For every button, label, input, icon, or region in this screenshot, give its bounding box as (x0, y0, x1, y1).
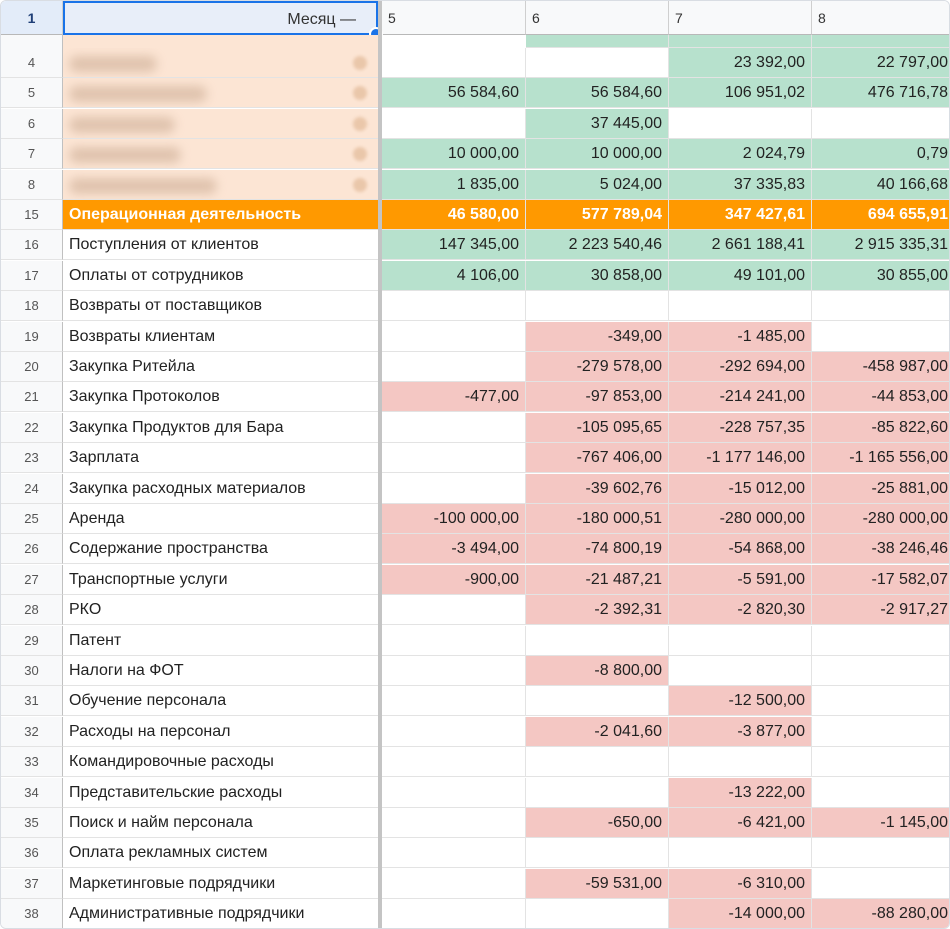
value-cell[interactable] (526, 899, 669, 929)
row-label: Зарплата (69, 449, 140, 467)
value-cell[interactable]: 22 797,00 (812, 48, 950, 78)
value-cell[interactable]: 5 024,00 (526, 170, 669, 200)
row-number[interactable]: 38 (1, 899, 63, 929)
row-number[interactable]: 34 (1, 778, 63, 808)
value-cell[interactable] (382, 838, 526, 868)
value-cell[interactable] (526, 778, 669, 808)
value-cell[interactable] (526, 626, 669, 656)
row-number[interactable]: 26 (1, 534, 63, 564)
row-number-header[interactable]: 1 (1, 1, 63, 35)
value-cell[interactable]: 694 655,91 (812, 200, 950, 230)
redacted-label (69, 117, 175, 133)
value-cell[interactable]: 30 855,00 (812, 261, 950, 291)
row-number[interactable]: 21 (1, 382, 63, 412)
redacted-label (69, 86, 207, 102)
row-label-cell[interactable] (63, 717, 379, 747)
value-cell (669, 35, 812, 48)
row-number[interactable]: 33 (1, 747, 63, 777)
value-cell[interactable]: -1 145,00 (812, 808, 950, 838)
value-cell[interactable]: -59 531,00 (526, 869, 669, 899)
row-label-cell[interactable] (63, 78, 379, 108)
value-cell[interactable]: -25 881,00 (812, 474, 950, 504)
row-number[interactable]: 19 (1, 322, 63, 352)
value-cell[interactable]: -180 000,51 (526, 504, 669, 534)
row-number[interactable]: 8 (1, 170, 63, 200)
row-label-cell[interactable] (63, 200, 379, 230)
value-cell[interactable] (382, 778, 526, 808)
row-label-cell[interactable] (63, 413, 379, 443)
value-cell[interactable]: 2 661 188,41 (669, 230, 812, 260)
row-label-cell[interactable] (63, 808, 379, 838)
row-number[interactable]: 28 (1, 595, 63, 625)
value-cell[interactable]: -458 987,00 (812, 352, 950, 382)
table-row (1, 200, 950, 231)
row-number[interactable]: 17 (1, 261, 63, 291)
row-label-cell[interactable] (63, 322, 379, 352)
value-cell[interactable] (526, 838, 669, 868)
row-label-cell[interactable] (63, 109, 379, 139)
row-label: Возвраты клиентам (69, 327, 216, 345)
row-label: Оплаты от сотрудников (69, 266, 244, 284)
value-cell[interactable]: 476 716,78 (812, 78, 950, 108)
value-cell[interactable]: -767 406,00 (526, 443, 669, 473)
value-cell[interactable]: -85 822,60 (812, 413, 950, 443)
value-cell[interactable]: 56 584,60 (526, 78, 669, 108)
row-label-cell[interactable] (63, 656, 379, 686)
row-label: РКО (69, 601, 102, 619)
table-row (1, 48, 950, 79)
value-cell[interactable] (526, 686, 669, 716)
value-cell[interactable] (382, 656, 526, 686)
row-number[interactable]: 25 (1, 504, 63, 534)
header-row (1, 1, 950, 35)
value-cell[interactable]: -54 868,00 (669, 534, 812, 564)
row-number[interactable]: 29 (1, 626, 63, 656)
value-cell[interactable] (382, 474, 526, 504)
value-cell[interactable]: -12 500,00 (669, 686, 812, 716)
row-number[interactable]: 18 (1, 291, 63, 321)
row-label-cell[interactable] (63, 382, 379, 412)
value-cell[interactable]: -17 582,07 (812, 565, 950, 595)
table-row (1, 322, 950, 353)
row-number[interactable]: 36 (1, 838, 63, 868)
redacted-icon (353, 147, 367, 161)
table-row (1, 139, 950, 170)
value-cell[interactable] (812, 717, 950, 747)
value-cell[interactable]: 37 445,00 (526, 109, 669, 139)
row-label-cell[interactable] (63, 869, 379, 899)
value-cell[interactable]: -15 012,00 (669, 474, 812, 504)
value-cell[interactable] (382, 48, 526, 78)
column-header-8[interactable]: 8 (812, 1, 950, 35)
table-row (1, 230, 950, 261)
value-cell[interactable] (382, 109, 526, 139)
row-label-cell[interactable] (63, 170, 379, 200)
value-cell[interactable]: 347 427,61 (669, 200, 812, 230)
row-label: Командировочные расходы (69, 753, 274, 771)
value-cell[interactable]: -38 246,46 (812, 534, 950, 564)
table-row (1, 565, 950, 596)
row-label-cell[interactable] (63, 534, 379, 564)
value-cell[interactable] (526, 48, 669, 78)
table-row (1, 656, 950, 687)
value-cell[interactable]: -14 000,00 (669, 899, 812, 929)
value-cell[interactable]: 40 166,68 (812, 170, 950, 200)
row-number[interactable]: 16 (1, 230, 63, 260)
table-row (1, 170, 950, 201)
redacted-label (69, 147, 181, 163)
value-cell[interactable]: -2 917,27 (812, 595, 950, 625)
row-label: Аренда (69, 510, 125, 527)
value-cell[interactable] (812, 656, 950, 686)
table-row (1, 808, 950, 839)
redacted-icon (353, 178, 367, 192)
value-cell[interactable] (812, 626, 950, 656)
row-number[interactable]: 23 (1, 443, 63, 473)
row-label-cell[interactable] (63, 443, 379, 473)
row-label (63, 35, 379, 48)
value-cell[interactable]: -1 165 556,00 (812, 443, 950, 473)
value-cell[interactable] (382, 686, 526, 716)
partially-hidden-row (1, 35, 950, 48)
row-label: Оплата рекламных систем (69, 844, 268, 862)
value-cell[interactable]: -1 177 146,00 (669, 443, 812, 473)
redacted-icon (353, 117, 367, 131)
value-cell[interactable]: -8 800,00 (526, 656, 669, 686)
row-label-cell[interactable] (63, 838, 379, 868)
value-cell[interactable] (382, 808, 526, 838)
value-cell[interactable]: 23 392,00 (669, 48, 812, 78)
row-label-cell[interactable] (63, 230, 379, 260)
row-number[interactable]: 4 (1, 48, 63, 78)
row-number[interactable]: 24 (1, 474, 63, 504)
value-cell[interactable] (382, 595, 526, 625)
value-cell[interactable]: -228 757,35 (669, 413, 812, 443)
value-cell[interactable]: -3 494,00 (382, 534, 526, 564)
value-cell[interactable]: -292 694,00 (669, 352, 812, 382)
value-cell[interactable] (669, 747, 812, 777)
value-cell[interactable] (526, 291, 669, 321)
value-cell[interactable]: -6 310,00 (669, 869, 812, 899)
redacted-label (69, 56, 157, 72)
row-label: Закупка Ритейла (69, 358, 195, 375)
value-cell[interactable] (669, 109, 812, 139)
value-cell[interactable]: -39 602,76 (526, 474, 669, 504)
table-row (1, 78, 950, 109)
table-row (1, 747, 950, 778)
value-cell[interactable]: -280 000,00 (812, 504, 950, 534)
value-cell[interactable]: 46 580,00 (382, 200, 526, 230)
value-cell[interactable]: -74 800,19 (526, 534, 669, 564)
value-cell[interactable]: -5 591,00 (669, 565, 812, 595)
value-cell[interactable]: -105 095,65 (526, 413, 669, 443)
row-label: Операционная деятельность (69, 206, 302, 223)
row-label-cell[interactable] (63, 747, 379, 777)
row-label-cell[interactable] (63, 48, 379, 78)
value-cell[interactable]: 49 101,00 (669, 261, 812, 291)
frozen-column-divider[interactable] (378, 1, 382, 929)
row-label-cell[interactable] (63, 352, 379, 382)
value-cell[interactable]: -2 820,30 (669, 595, 812, 625)
value-cell[interactable] (812, 686, 950, 716)
value-cell[interactable] (382, 717, 526, 747)
row-label-cell[interactable] (63, 595, 379, 625)
row-label-cell[interactable] (63, 291, 379, 321)
value-cell[interactable]: 4 106,00 (382, 261, 526, 291)
value-cell[interactable]: 2 915 335,31 (812, 230, 950, 260)
value-cell[interactable]: 10 000,00 (526, 139, 669, 169)
value-cell[interactable] (382, 899, 526, 929)
row-number[interactable]: 22 (1, 413, 63, 443)
table-row (1, 504, 950, 535)
value-cell[interactable]: -279 578,00 (526, 352, 669, 382)
row-number[interactable]: 30 (1, 656, 63, 686)
table-row (1, 869, 950, 900)
row-label: Расходы на персонал (69, 722, 231, 740)
row-label: Представительские расходы (69, 783, 283, 801)
redacted-icon (353, 56, 367, 70)
value-cell[interactable]: -100 000,00 (382, 504, 526, 534)
value-cell[interactable]: -280 000,00 (669, 504, 812, 534)
value-cell[interactable] (382, 869, 526, 899)
row-label: Закупка расходных материалов (69, 479, 306, 497)
table-row (1, 443, 950, 474)
value-cell[interactable]: 106 951,02 (669, 78, 812, 108)
table-row (1, 717, 950, 748)
row-label-cell[interactable] (63, 686, 379, 716)
value-cell[interactable]: -477,00 (382, 382, 526, 412)
table-row (1, 413, 950, 444)
row-label: Патент (69, 631, 122, 649)
row-label-cell[interactable] (63, 899, 379, 929)
row-label-cell[interactable] (63, 565, 379, 595)
row-label: Закупка Протоколов (69, 388, 220, 406)
row-number[interactable]: 35 (1, 808, 63, 838)
value-cell[interactable] (669, 656, 812, 686)
value-cell[interactable]: 30 858,00 (526, 261, 669, 291)
row-label: Маркетинговые подрядчики (69, 874, 276, 892)
value-cell[interactable]: -3 877,00 (669, 717, 812, 747)
value-cell[interactable]: 147 345,00 (382, 230, 526, 260)
column-header-6[interactable]: 6 (526, 1, 669, 35)
table-row (1, 109, 950, 140)
table-row (1, 686, 950, 717)
table-row (1, 382, 950, 413)
value-cell[interactable] (669, 291, 812, 321)
value-cell[interactable]: -2 041,60 (526, 717, 669, 747)
row-label: Поиск и найм персонала (69, 814, 253, 831)
value-cell[interactable]: -650,00 (526, 808, 669, 838)
value-cell[interactable]: -6 421,00 (669, 808, 812, 838)
value-cell[interactable] (382, 291, 526, 321)
row-number[interactable]: 32 (1, 717, 63, 747)
table-row (1, 291, 950, 322)
value-cell[interactable]: -21 487,21 (526, 565, 669, 595)
row-label: Транспортные услуги (69, 570, 228, 588)
value-cell[interactable]: -44 853,00 (812, 382, 950, 412)
value-cell[interactable] (382, 352, 526, 382)
value-cell[interactable] (382, 747, 526, 777)
table-row (1, 626, 950, 657)
row-label-cell[interactable] (63, 474, 379, 504)
column-header-7[interactable]: 7 (669, 1, 812, 35)
value-cell (812, 35, 950, 48)
value-cell[interactable] (812, 838, 950, 868)
table-row (1, 352, 950, 383)
value-cell[interactable] (382, 626, 526, 656)
value-cell[interactable]: 56 584,60 (382, 78, 526, 108)
value-cell[interactable]: -88 280,00 (812, 899, 950, 929)
value-cell[interactable] (812, 869, 950, 899)
row-number[interactable]: 37 (1, 869, 63, 899)
row-number[interactable]: 31 (1, 686, 63, 716)
table-row (1, 899, 950, 929)
table-row (1, 474, 950, 505)
value-cell[interactable]: 0,79 (812, 139, 950, 169)
month-header-cell[interactable]: Месяц — (63, 1, 378, 35)
row-label-cell[interactable] (63, 626, 379, 656)
table-row (1, 778, 950, 809)
value-cell[interactable]: 37 335,83 (669, 170, 812, 200)
value-cell[interactable] (812, 322, 950, 352)
value-cell[interactable] (812, 747, 950, 777)
column-header-5[interactable]: 5 (382, 1, 526, 35)
row-label-cell[interactable] (63, 778, 379, 808)
value-cell[interactable] (669, 838, 812, 868)
value-cell[interactable]: -2 392,31 (526, 595, 669, 625)
redacted-label (69, 178, 217, 194)
value-cell[interactable]: -13 222,00 (669, 778, 812, 808)
value-cell[interactable] (812, 778, 950, 808)
value-cell[interactable] (669, 626, 812, 656)
row-label: Обучение персонала (69, 692, 227, 710)
value-cell[interactable] (526, 747, 669, 777)
value-cell[interactable]: 10 000,00 (382, 139, 526, 169)
row-label: Содержание пространства (69, 540, 268, 558)
row-label: Административные подрядчики (69, 905, 305, 923)
value-cell[interactable]: 577 789,04 (526, 200, 669, 230)
row-label: Закупка Продуктов для Бара (69, 418, 284, 436)
redacted-icon (353, 86, 367, 100)
value-cell[interactable]: -97 853,00 (526, 382, 669, 412)
value-cell[interactable] (812, 291, 950, 321)
value-cell[interactable]: 1 835,00 (382, 170, 526, 200)
value-cell[interactable] (812, 109, 950, 139)
value-cell[interactable] (382, 322, 526, 352)
row-number (1, 35, 63, 48)
row-label: Возвраты от поставщиков (69, 297, 263, 315)
value-cell[interactable]: -1 485,00 (669, 322, 812, 352)
value-cell[interactable]: -214 241,00 (669, 382, 812, 412)
table-row (1, 534, 950, 565)
value-cell[interactable]: 2 223 540,46 (526, 230, 669, 260)
table-row (1, 595, 950, 626)
row-number[interactable]: 5 (1, 78, 63, 108)
row-label: Налоги на ФОТ (69, 662, 184, 679)
row-number[interactable]: 15 (1, 200, 63, 230)
table-row (1, 838, 950, 869)
value-cell[interactable]: 2 024,79 (669, 139, 812, 169)
row-number[interactable]: 6 (1, 109, 63, 139)
row-number[interactable]: 27 (1, 565, 63, 595)
row-number[interactable]: 7 (1, 139, 63, 169)
value-cell[interactable]: -349,00 (526, 322, 669, 352)
row-label-cell[interactable] (63, 261, 379, 291)
value-cell[interactable] (382, 443, 526, 473)
value-cell (526, 35, 669, 48)
table-row (1, 261, 950, 292)
value-cell[interactable]: -900,00 (382, 565, 526, 595)
row-label: Поступления от клиентов (69, 236, 259, 254)
value-cell[interactable] (382, 413, 526, 443)
row-number[interactable]: 20 (1, 352, 63, 382)
row-label-cell[interactable] (63, 504, 379, 534)
row-label-cell[interactable] (63, 139, 379, 169)
